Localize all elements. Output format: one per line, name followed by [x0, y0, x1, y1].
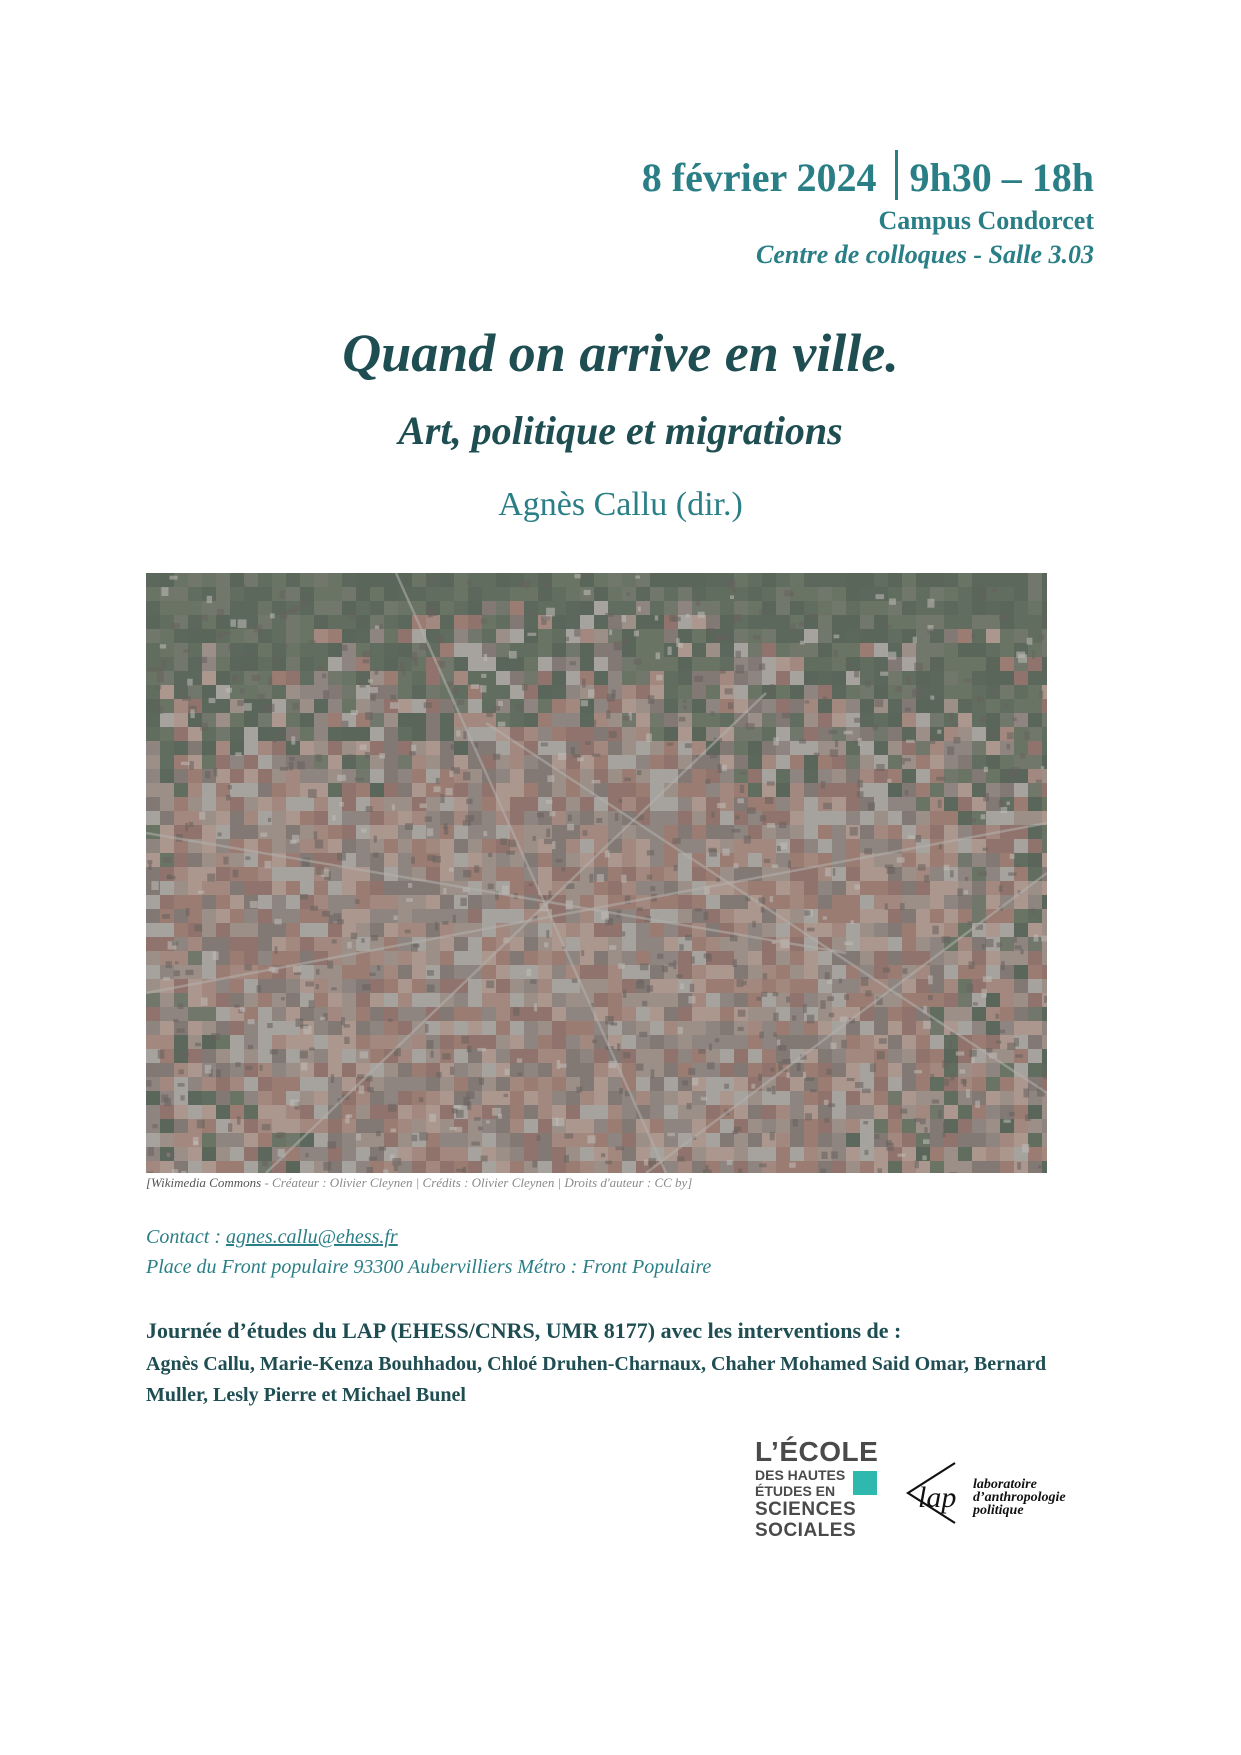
contact-address: Place du Front populaire 93300 Aubervilliers Métro : Front Populaire: [146, 1256, 712, 1278]
speakers-list: Agnès Callu, Marie-Kenza Bouhhadou, Chloé Druhen-Charnaux, Chaher Mohamed Said Omar, Bernard Muller, Lesly Pierre et Michael Bunel: [146, 1353, 1047, 1406]
editor-name: Agnès Callu (dir.): [498, 486, 743, 523]
lap-line1: laboratoire: [973, 1477, 1037, 1492]
ehess-logo-line3b: SOCIALES: [755, 1520, 857, 1541]
page-title: Quand on arrive en ville.: [342, 323, 899, 383]
ehess-logo-row: [755, 1467, 878, 1499]
event-venue: Campus Condorcet: [878, 206, 1094, 235]
contact-email-link[interactable]: agnes.callu@ehess.fr: [226, 1226, 398, 1248]
ehess-logo-line3a: SCIENCES: [755, 1499, 857, 1520]
event-time: 9h30 – 18h: [909, 155, 1094, 200]
ehess-logo-line2b: ÉTUDES EN: [755, 1483, 836, 1499]
lap-logo-text: [973, 1478, 1066, 1517]
credit-details: - Créateur : Olivier Cleynen | Crédits : Olivier Cleynen | Droits d'auteur : CC by]: [261, 1175, 693, 1190]
contact-label: Contact :: [146, 1226, 226, 1248]
event-date: 8 février 2024: [641, 155, 877, 200]
photo-credit: [146, 1175, 692, 1191]
divider: [895, 150, 898, 200]
event-info: [642, 150, 1094, 272]
event-room: Centre de colloques - Salle 3.03: [756, 240, 1094, 269]
study-day-heading: Journée d’études du LAP (EHESS/CNRS, UMR 8177) avec les interventions de :: [146, 1318, 902, 1343]
ehess-square-icon: [853, 1471, 877, 1495]
lap-line3: politique: [973, 1503, 1024, 1518]
ehess-logo-line1: L’ÉCOLE: [755, 1436, 879, 1467]
contact-block: [146, 1222, 711, 1282]
date-time-line: [642, 150, 1094, 204]
ehess-logo-line2: [755, 1467, 845, 1499]
ehess-logo-line2a: DES HAUTES: [755, 1467, 846, 1483]
lap-mark: lap: [918, 1481, 957, 1514]
aerial-city-photo: [146, 573, 1047, 1173]
credit-source: [Wikimedia Commons: [146, 1175, 262, 1190]
contact-line: [146, 1222, 711, 1252]
lap-line2: d’anthropologie: [973, 1490, 1066, 1505]
ehess-logo: [755, 1437, 878, 1541]
page-subtitle: Art, politique et migrations: [398, 408, 843, 453]
